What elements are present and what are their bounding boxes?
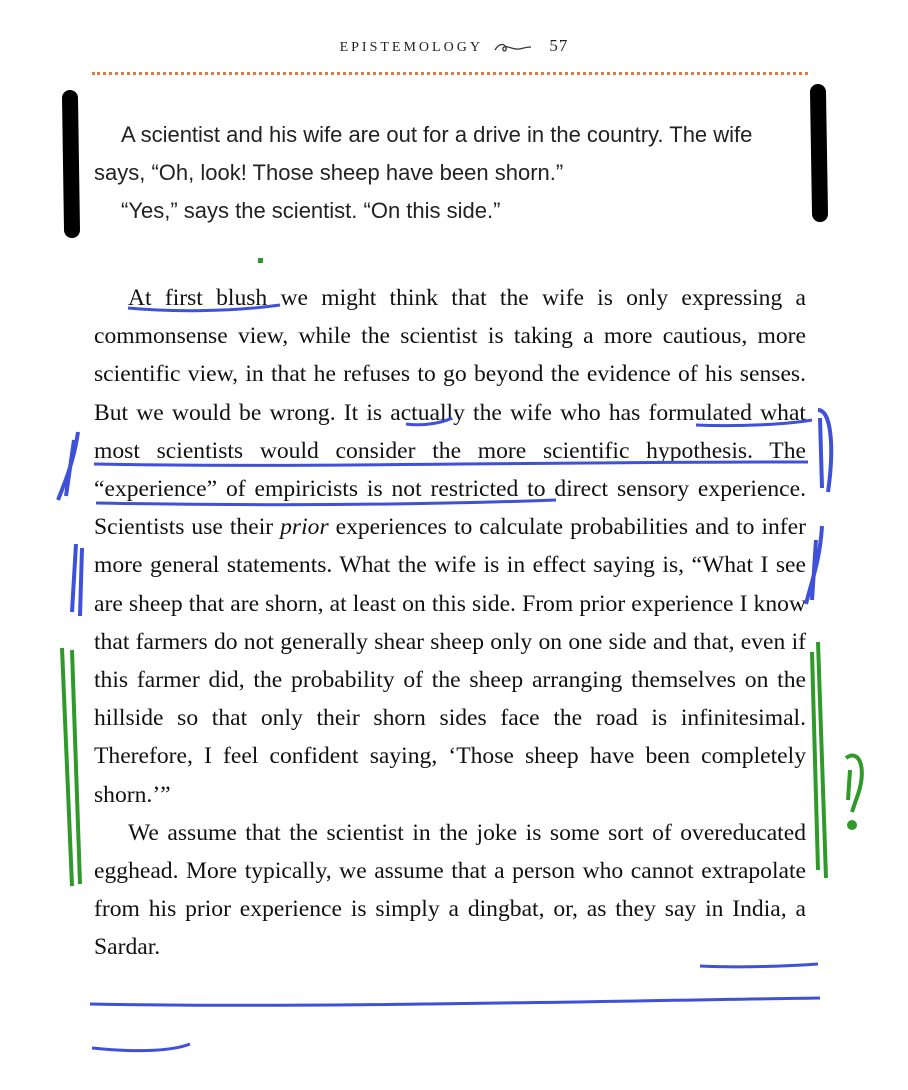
green-exclamation-dot [847, 820, 857, 830]
green-exclamation-icon [846, 756, 862, 812]
text-segment: we might think that the wife is only expressing a commonsense view, while the scientist is taking a more cautious, more scientific view, in that he refuses to go beyond the evidence of his senses. [94, 285, 806, 388]
running-header [0, 36, 908, 56]
page-number: 57 [549, 36, 569, 55]
text-segment: . The “experience” of empiricists is not restricted to direct sensory experience. Scientists use their [94, 437, 806, 541]
paragraph-2 [94, 814, 806, 967]
text-segment: experiences to calculate probabilities and to infer more general statements. What the wife is in effect saying is, “What I see are sheep that are shorn, at least on this side. From prior experience I know that farmers do not generally shear sheep only on one side and that, even if this farmer did, the probability of the sheep arranging themselves on the hillside so that only their shorn sides face the road is infinitesimal. Therefore, I feel confident saying, ‘Those sheep have been completely shorn.’” [94, 514, 806, 808]
blue-bracket-right-upper [818, 410, 831, 492]
green-bracket-right [812, 642, 826, 878]
dotted-rule [92, 72, 808, 75]
blue-bracket-left-upper [58, 432, 78, 500]
joke-block [94, 116, 806, 230]
italic-word-prior: prior [280, 514, 329, 541]
underline-dingbat [92, 1044, 190, 1051]
green-dot [258, 258, 263, 263]
body-text [94, 279, 806, 967]
underlined-phrase-at-first-blush: At first blush [128, 285, 268, 311]
underlined-phrase-dingbat: a person who cannot extrapolate from his prior experience is simply a dingbat [94, 858, 807, 923]
black-bracket-left [70, 98, 72, 230]
green-bracket-left [62, 648, 80, 886]
running-title: EPISTEMOLOGY [339, 40, 483, 55]
text-segment: We assume that the scientist in the joke is some sort of overeducated egghead. More typically, we assume that [94, 819, 806, 885]
underlined-sentence-wife-hypothesis: It is actually the wife who has formulated what most scientists would consider the more scientific hypothesis [94, 399, 806, 464]
text-segment: , or, as they say in India, a Sardar. [94, 896, 806, 961]
joke-line-1: A scientist and his wife are out for a drive in the country. The wife says, “Oh, look! Those sheep have been shorn.” [94, 122, 753, 185]
blue-bracket-right-lower [806, 526, 822, 604]
text-segment: we would be wrong. [128, 399, 344, 426]
underlined-word-but: But [94, 399, 129, 426]
blue-bracket-left-lower [72, 544, 82, 616]
black-bracket-right [818, 92, 820, 214]
underline-extrapolate-line [90, 998, 820, 1005]
flourish-ornament [493, 41, 533, 55]
joke-line-2: “Yes,” says the scientist. “On this side.” [121, 198, 501, 223]
paragraph-1 [94, 279, 806, 814]
